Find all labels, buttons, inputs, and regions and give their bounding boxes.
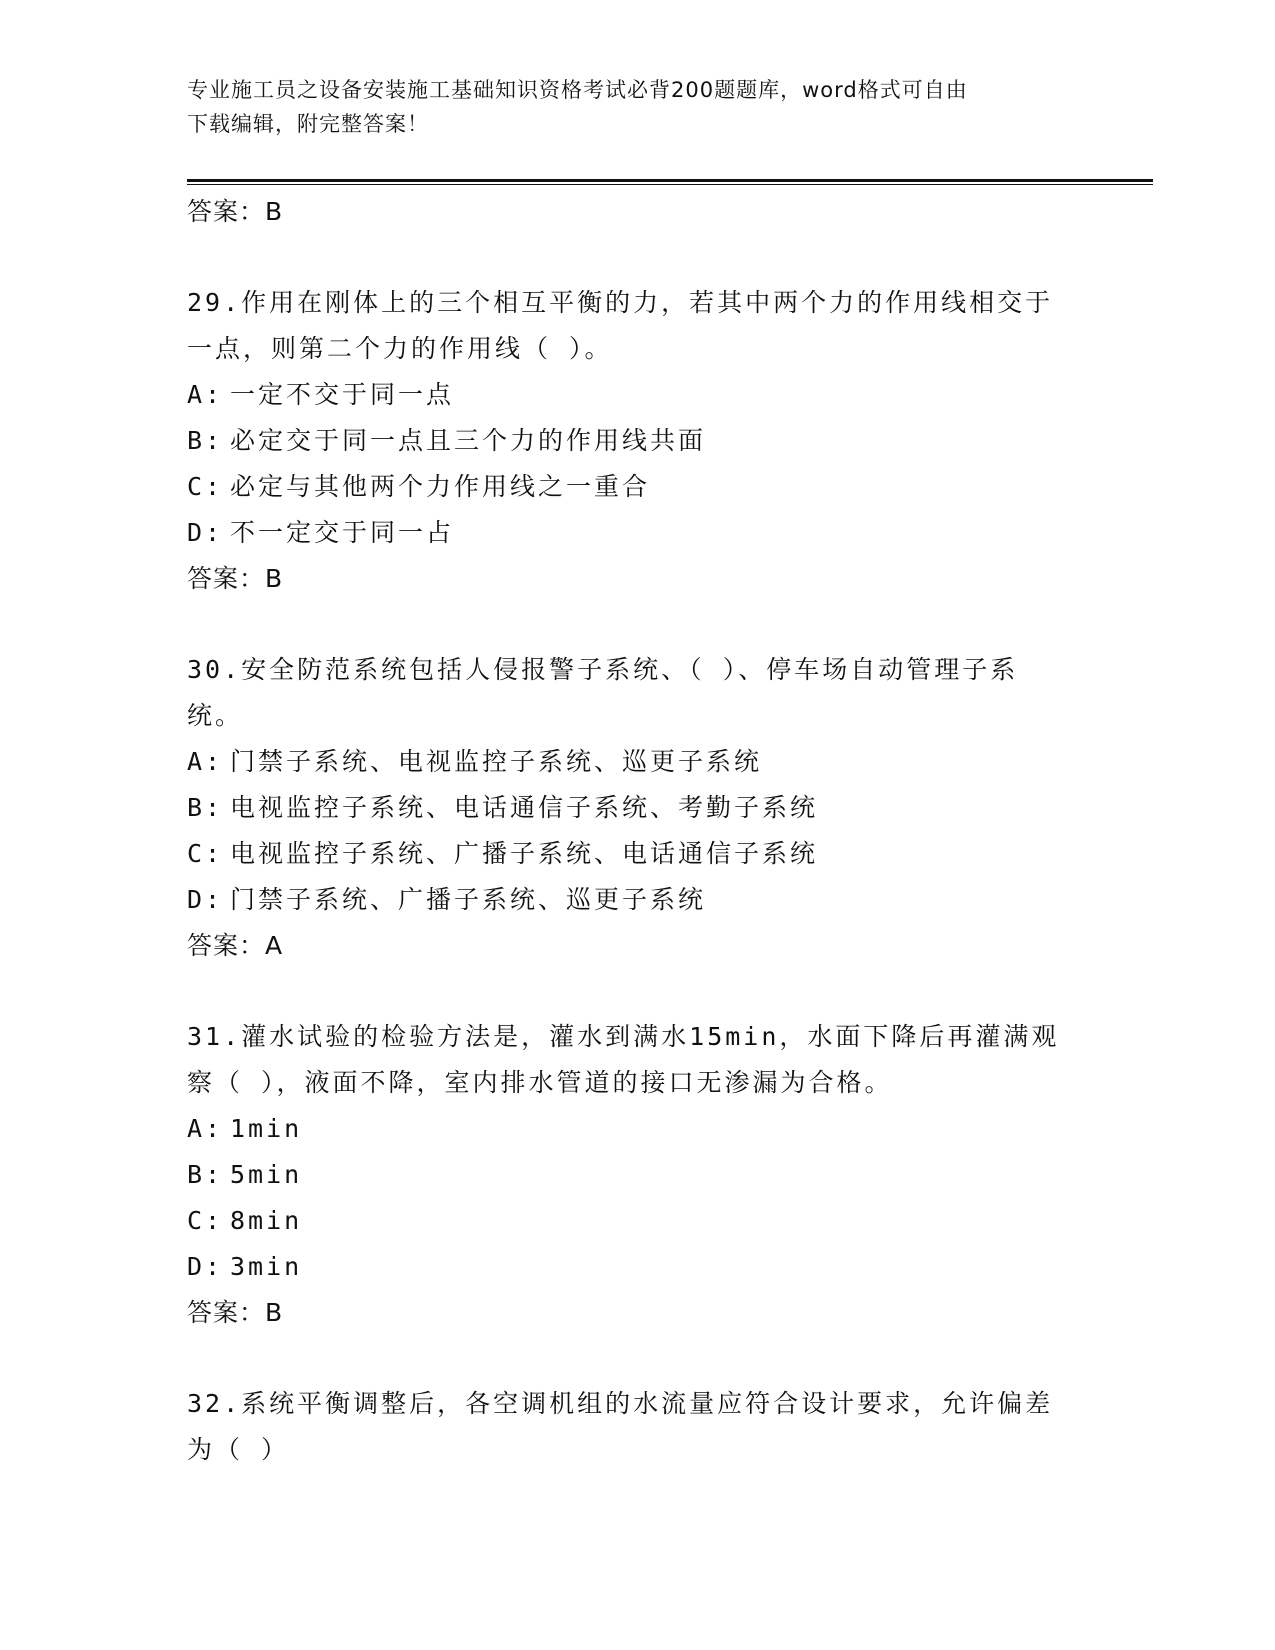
option-c: [187, 831, 1087, 877]
option-text: 不一定交于同一占: [230, 518, 455, 547]
option-b: [187, 1152, 1087, 1198]
answer-line: 答案：B: [187, 1298, 284, 1327]
question-31: [187, 1014, 1087, 1336]
option-letter: C:: [187, 472, 224, 501]
question-stem-line: 29.作用在刚体上的三个相互平衡的力，若其中两个力的作用线相交于: [187, 288, 1054, 317]
question-stem: [187, 1014, 1087, 1106]
option-text: 电视监控子系统、广播子系统、电话通信子系统: [230, 839, 819, 868]
question-stem-line: 31.灌水试验的检验方法是，灌水到满水15min，水面下降后再灌满观: [187, 1022, 1060, 1051]
option-text: 1min: [230, 1114, 303, 1143]
document-body: [187, 189, 1087, 1473]
option-c: [187, 464, 1087, 510]
option-text: 5min: [230, 1160, 303, 1189]
question-stem-line: 察（ ），液面不降，室内排水管道的接口无渗漏为合格。: [187, 1068, 893, 1097]
option-text: 3min: [230, 1252, 303, 1281]
option-letter: B:: [187, 793, 224, 822]
option-text: 必定与其他两个力作用线之一重合: [230, 472, 651, 501]
header-line-1: 专业施工员之设备安装施工基础知识资格考试必背200题题库，word格式可自由: [187, 78, 968, 102]
header-divider: [187, 179, 1153, 182]
option-letter: B:: [187, 426, 224, 455]
option-a: [187, 372, 1087, 418]
page-header: [187, 73, 1067, 141]
question-stem-line: 为（ ）: [187, 1435, 290, 1464]
question-stem-line: 32.系统平衡调整后，各空调机组的水流量应符合设计要求，允许偏差: [187, 1389, 1054, 1418]
option-a: [187, 1106, 1087, 1152]
option-letter: C:: [187, 839, 224, 868]
option-letter: D:: [187, 518, 224, 547]
option-letter: A:: [187, 1114, 224, 1143]
question-stem-line: 一点，则第二个力的作用线（ ）。: [187, 334, 613, 363]
question-stem: [187, 1381, 1087, 1473]
answer-line: 答案：B: [187, 564, 284, 593]
option-text: 门禁子系统、电视监控子系统、巡更子系统: [230, 747, 763, 776]
header-divider-thin: [187, 184, 1153, 185]
option-letter: D:: [187, 885, 224, 914]
question-stem-line: 30.安全防范系统包括人侵报警子系统、（ ）、停车场自动管理子系: [187, 655, 1019, 684]
option-d: [187, 877, 1087, 923]
option-letter: B:: [187, 1160, 224, 1189]
question-30: [187, 647, 1087, 969]
answer-line: 答案：B: [187, 197, 284, 226]
option-letter: A:: [187, 380, 224, 409]
option-letter: D:: [187, 1252, 224, 1281]
question-stem-line: 统。: [187, 701, 244, 730]
answer-line: 答案：A: [187, 931, 284, 960]
question-stem: [187, 647, 1087, 739]
option-text: 电视监控子系统、电话通信子系统、考勤子系统: [230, 793, 819, 822]
header-line-2: 下载编辑，附完整答案！: [187, 112, 429, 136]
option-text: 门禁子系统、广播子系统、巡更子系统: [230, 885, 707, 914]
option-a: [187, 739, 1087, 785]
option-c: [187, 1198, 1087, 1244]
question-29: [187, 280, 1087, 602]
option-text: 必定交于同一点且三个力的作用线共面: [230, 426, 707, 455]
question-stem: [187, 280, 1087, 372]
option-b: [187, 785, 1087, 831]
option-letter: A:: [187, 747, 224, 776]
option-b: [187, 418, 1087, 464]
option-d: [187, 510, 1087, 556]
option-text: 8min: [230, 1206, 303, 1235]
option-letter: C:: [187, 1206, 224, 1235]
question-32: [187, 1381, 1087, 1473]
option-text: 一定不交于同一点: [230, 380, 455, 409]
option-d: [187, 1244, 1087, 1290]
